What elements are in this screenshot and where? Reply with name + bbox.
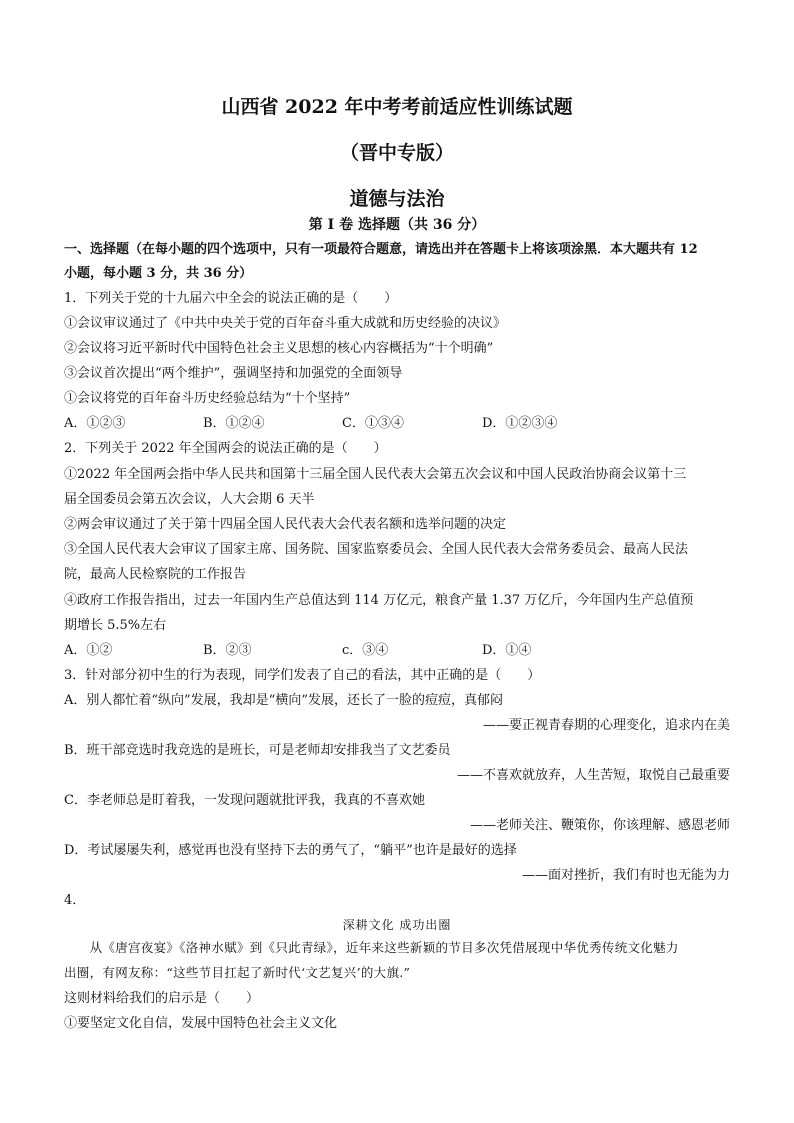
q1-stem: 1．下列关于党的十九届六中全会的说法正确的是（ ） bbox=[64, 291, 398, 306]
q4-statement-1: ①要坚定文化自信，发展中国特色社会主义文化 bbox=[64, 1016, 338, 1031]
q2-stem: 2．下列关于 2022 年全国两会的说法正确的是（ ） bbox=[64, 441, 387, 456]
q4-material-title: 深耕文化 成功出圈 bbox=[342, 918, 452, 932]
q1-option-d: D．①②③④ bbox=[482, 416, 558, 431]
q3-option-d: D．考试屡屡失利，感觉再也没有坚持下去的勇气了，“躺平”也许是最好的选择 bbox=[64, 843, 517, 858]
q2-statement-1a: ①2022 年全国两会指中华人民共和国第十三届全国人民代表大会第五次会议和中国人民政治协商会议第十三 bbox=[64, 467, 687, 482]
exam-title: 山西省 2022 年中考考前适应性训练试题 bbox=[221, 96, 573, 118]
q2-option-d: D．①④ bbox=[482, 643, 532, 658]
instructions-line-1: 一、选择题（在每小题的四个选项中，只有一项最符合题意，请选出并在答题卡上将该项涂黑．本大题共有 12 bbox=[64, 242, 698, 257]
instructions-line-2: 小题，每小题 3 分，共 36 分） bbox=[64, 266, 253, 281]
q1-option-c: C．①③④ bbox=[342, 416, 404, 431]
q2-option-a: A．①② bbox=[64, 643, 113, 658]
q4-material-line-1: 从《唐宫夜宴》《洛神水赋》到《只此青绿》，近年来这些新颖的节目多次凭借展现中华优秀传统文化魅力 bbox=[64, 940, 679, 955]
q1-statement-4: ①会议将党的百年奋斗历史经验总结为“十个坚持” bbox=[64, 391, 351, 406]
q2-statement-3a: ③全国人民代表大会审议了国家主席、国务院、国家监察委员会、全国人民代表大会常务委员会、最高人民法 bbox=[64, 542, 689, 557]
q2-statement-1b: 届全国委员会第五次会议，人大会期 6 天半 bbox=[64, 492, 315, 507]
q3-option-d-note: ——面对挫折，我们有时也无能为力 bbox=[521, 868, 730, 883]
q2-statement-4b: 期增长 5.5%左右 bbox=[64, 618, 167, 633]
exam-edition: （晋中专版） bbox=[339, 142, 454, 164]
q3-option-a: A．别人都忙着“纵向”发展，我却是“横向”发展，还长了一脸的痘痘，真郁闷 bbox=[64, 693, 503, 708]
q3-option-c: C．李老师总是盯着我，一发现问题就批评我，我真的不喜欢她 bbox=[64, 793, 425, 808]
q4-stem: 这则材料给我们的启示是（ ） bbox=[64, 991, 260, 1006]
q3-stem: 3．针对部分初中生的行为表现，同学们发表了自己的看法，其中正确的是（ ） bbox=[64, 668, 541, 683]
q3-option-c-note: ——老师关注、鞭策你，你该理解、感恩老师 bbox=[469, 818, 730, 833]
q1-statement-3: ③会议首次提出“两个维护”，强调坚持和加强党的全面领导 bbox=[64, 366, 403, 381]
q3-option-a-note: ——要正视青春期的心理变化，追求内在美 bbox=[482, 718, 730, 733]
q4-material-line-2: 出圈，有网友称：“这些节目扛起了新时代‘文艺复兴’的大旗.” bbox=[64, 965, 411, 980]
q1-option-a: A．①②③ bbox=[64, 416, 126, 431]
q2-statement-3b: 院，最高人民检察院的工作报告 bbox=[64, 567, 247, 582]
q3-option-b: B．班干部竞选时我竞选的是班长，可是老师却安排我当了文艺委员 bbox=[64, 743, 451, 758]
q1-option-b: B．①②④ bbox=[203, 416, 265, 431]
exam-subject: 道德与法治 bbox=[349, 188, 445, 210]
q2-option-c: c．③④ bbox=[342, 643, 389, 658]
q2-statement-2: ②两会审议通过了关于第十四届全国人民代表大会代表名额和选举问题的决定 bbox=[64, 517, 507, 532]
q4-number: 4． bbox=[64, 893, 86, 908]
q1-statement-1: ①会议审议通过了《中共中央关于党的百年奋斗重大成就和历史经验的决议》 bbox=[64, 316, 507, 331]
q2-statement-4a: ④政府工作报告指出，过去一年国内生产总值达到 114 万亿元，粮食产量 1.37 万亿斤，今年国内生产总值预 bbox=[64, 593, 694, 608]
q1-statement-2: ②会议将习近平新时代中国特色社会主义思想的核心内容概括为“十个明确” bbox=[64, 341, 494, 356]
q2-option-b: B．②③ bbox=[203, 643, 252, 658]
section-heading: 第 Ⅰ 卷 选择题（共 36 分） bbox=[308, 217, 486, 233]
q3-option-b-note: ——不喜欢就放弃，人生苦短，取悦自己最重要 bbox=[456, 768, 730, 783]
